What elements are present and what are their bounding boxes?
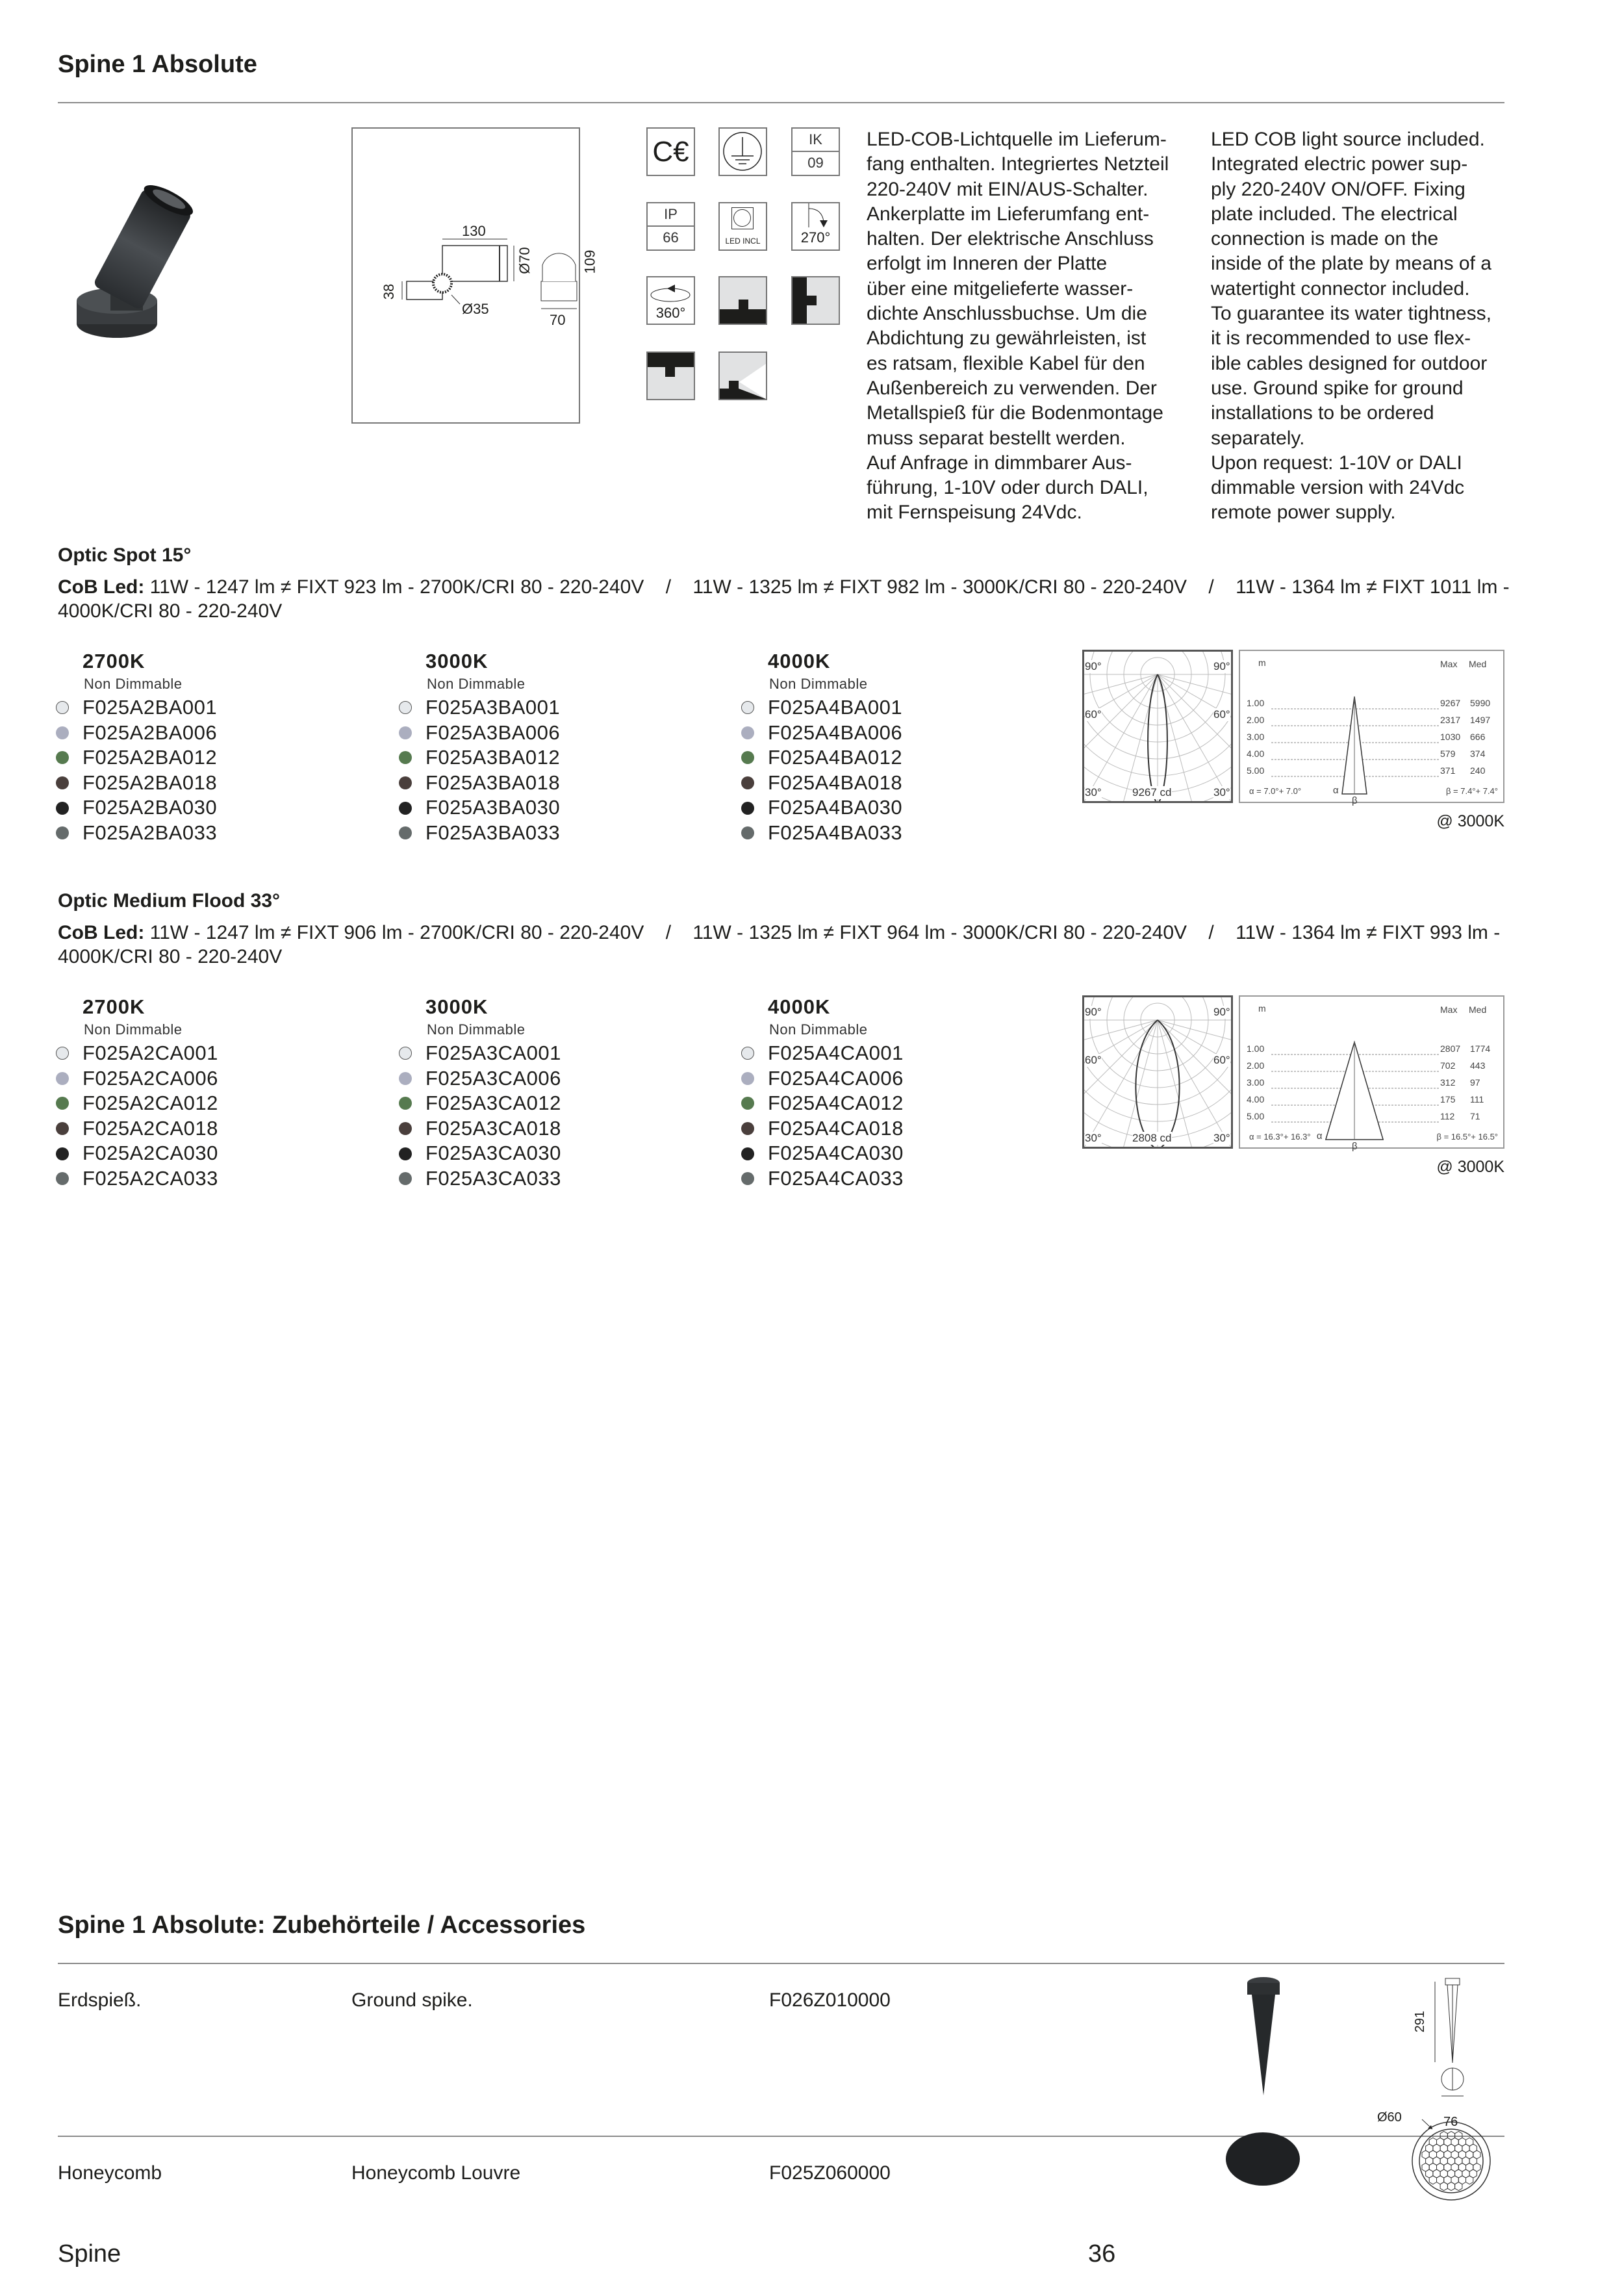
polar-ray — [1107, 674, 1158, 803]
product-code-item[interactable] — [82, 1041, 218, 1066]
dim-base-height: 38 — [381, 283, 398, 300]
mount-wall-icon — [791, 276, 840, 325]
cct-heading: 2700K — [82, 650, 146, 672]
cob-label: CoB Led: — [58, 576, 145, 598]
product-code-item[interactable] — [425, 771, 560, 796]
alpha-marker: α — [1333, 785, 1339, 796]
dimming-label: Non Dimmable — [427, 676, 526, 692]
polar-peak-cd: 9267 cd — [1132, 786, 1172, 798]
dimming-label: Non Dimmable — [769, 1021, 868, 1038]
beta-marker: β — [1352, 1141, 1358, 1152]
product-code-item[interactable] — [425, 1141, 561, 1166]
product-code: F025A2CA030 — [82, 1142, 218, 1165]
cob-label: CoB Led: — [58, 922, 145, 943]
finish-color-swatch — [399, 802, 412, 815]
accessory-name-en: Ground spike. — [351, 1989, 473, 2011]
description-line: Außenbereich zu verwenden. Der — [867, 377, 1157, 399]
finish-color-swatch — [399, 776, 412, 789]
description-line: ible cables designed for outdoor — [1211, 352, 1488, 374]
mount-ceiling-icon — [646, 351, 695, 400]
description-line: fang enthalten. Integriertes Netzteil — [867, 153, 1169, 175]
max-lux-value: 702 — [1440, 1060, 1456, 1071]
max-lux-value: 312 — [1440, 1077, 1456, 1088]
med-lux-value: 443 — [1470, 1060, 1486, 1071]
product-code-item[interactable] — [768, 745, 902, 771]
dimming-label: Non Dimmable — [84, 676, 183, 692]
distance-value: 2.00 — [1247, 1060, 1265, 1071]
alpha-angle: α = 7.0°+ 7.0° — [1249, 786, 1302, 796]
cob-text: 11W - 1247 lm ≠ FIXT 923 lm - 2700K/CRI 80 - 220-240V / 11W - 1325 lm ≠ FIXT 982 lm - 3000K/CRI 80 - 220-240V / 11W - 1364 lm ≠ FIXT 1011 lm - 4000K/CRI 80 - 220-240V — [58, 576, 1516, 622]
led-incl-label: LED INCL — [725, 236, 761, 246]
product-code: F025A2BA018 — [82, 771, 218, 794]
product-code: F025A2CA033 — [82, 1166, 218, 1190]
dim-front-width: 70 — [550, 312, 566, 328]
max-lux-value: 112 — [1440, 1111, 1455, 1121]
finish-color-swatch — [741, 826, 754, 839]
measurement-note: @ 3000K — [1436, 1158, 1504, 1176]
description-line: remote power supply. — [1211, 502, 1396, 524]
product-column-4000k — [768, 995, 904, 1192]
product-code-item[interactable] — [768, 821, 902, 846]
med-lux-value: 1497 — [1470, 715, 1491, 725]
description-line: erfolgt im Inneren der Platte — [867, 253, 1108, 275]
description-line: 220-240V mit EIN/AUS-Schalter. — [867, 178, 1148, 200]
polar-angle-label: 60° — [1213, 1054, 1230, 1066]
finish-color-swatch — [741, 1097, 754, 1110]
product-code-item[interactable] — [768, 1166, 904, 1192]
product-code-item[interactable] — [82, 821, 217, 846]
max-lux-value: 2317 — [1440, 715, 1461, 725]
dim-length: 130 — [462, 223, 486, 239]
description-line: halten. Der elektrische Anschluss — [867, 228, 1154, 250]
cob-led-spec — [58, 575, 1516, 623]
polar-ray — [1107, 1020, 1158, 1149]
product-code: F025A2BA033 — [82, 821, 218, 844]
finish-color-swatch — [741, 726, 754, 739]
med-lux-value: 71 — [1470, 1111, 1480, 1121]
ip-label: IP — [648, 203, 694, 227]
finish-color-swatch — [56, 1047, 69, 1060]
product-code-item[interactable] — [768, 1091, 904, 1116]
product-code-item[interactable] — [768, 795, 902, 821]
spike-height-dim: 291 — [1413, 2010, 1428, 2033]
product-code-item[interactable] — [425, 1091, 561, 1116]
finish-color-swatch — [399, 701, 412, 714]
description-line: LED COB light source included. — [1211, 129, 1485, 150]
optic-title: Optic Medium Flood 33° — [58, 890, 281, 912]
honeycomb-cell — [1440, 2182, 1447, 2191]
product-code-item[interactable] — [82, 745, 217, 771]
finish-color-swatch — [399, 1122, 412, 1135]
finish-color-swatch — [741, 1072, 754, 1085]
description-line: Ankerplatte im Lieferumfang ent- — [867, 203, 1150, 225]
product-code: F025A3BA033 — [425, 821, 561, 844]
product-code: F025A4CA033 — [768, 1166, 904, 1190]
med-lux-value: 240 — [1470, 765, 1486, 776]
polar-angle-label: 30° — [1085, 1132, 1102, 1144]
polar-angle-label: 90° — [1213, 1006, 1230, 1018]
cob-led-spec — [58, 921, 1513, 969]
product-code: F025A3CA001 — [425, 1041, 561, 1064]
product-code-item[interactable] — [82, 1066, 218, 1092]
polar-ray — [1158, 674, 1233, 772]
description-line: Abdichtung zu gewährleisten, ist — [867, 327, 1147, 350]
product-code: F025A3BA030 — [425, 796, 561, 819]
product-code-item[interactable] — [425, 745, 560, 771]
dimension-drawing — [351, 127, 580, 424]
product-code-item[interactable] — [82, 771, 217, 796]
finish-color-swatch — [741, 802, 754, 815]
product-code: F025A3CA030 — [425, 1142, 561, 1165]
dim-diameter: Ø70 — [516, 247, 533, 274]
finish-color-swatch — [56, 776, 69, 789]
mount-floor-icon — [718, 276, 767, 325]
accessory-name-de: Erdspieß. — [58, 1989, 142, 2011]
product-code: F025A3CA033 — [425, 1166, 561, 1190]
product-code: F025A3BA018 — [425, 771, 561, 794]
product-code: F025A2CA001 — [82, 1041, 218, 1064]
description-line: plate included. The electrical — [1211, 203, 1458, 225]
cct-heading: 2700K — [82, 995, 146, 1018]
ip-rating-icon — [646, 202, 695, 251]
max-lux-value: 9267 — [1440, 698, 1461, 708]
description-english — [1211, 127, 1491, 526]
product-code-item[interactable] — [425, 1166, 561, 1192]
finish-color-swatch — [56, 1172, 69, 1185]
description-line: Upon request: 1-10V or DALI — [1211, 452, 1462, 474]
header-med: Med — [1469, 1004, 1487, 1015]
description-line: separately. — [1211, 427, 1305, 449]
distance-value: 5.00 — [1247, 765, 1265, 776]
optic-title: Optic Spot 15° — [58, 544, 192, 566]
accessory-code: F025Z060000 — [769, 2162, 891, 2184]
finish-color-swatch — [399, 1097, 412, 1110]
max-lux-value: 175 — [1440, 1094, 1456, 1105]
product-code-item[interactable] — [82, 1166, 218, 1192]
max-lux-value: 1030 — [1440, 732, 1461, 742]
max-lux-value: 371 — [1440, 765, 1456, 776]
finish-color-swatch — [56, 751, 69, 764]
product-code: F025A3CA018 — [425, 1116, 561, 1140]
product-code-item[interactable] — [768, 1066, 904, 1092]
accessory-name-de: Honeycomb — [58, 2162, 162, 2184]
mount-ground-beam-icon — [718, 351, 767, 400]
polar-angle-label: 30° — [1085, 786, 1102, 798]
cct-heading: 4000K — [768, 650, 831, 672]
divider — [58, 1963, 1504, 1964]
distance-unit: m — [1258, 1003, 1266, 1014]
finish-color-swatch — [56, 826, 69, 839]
product-code: F025A4BA012 — [768, 746, 903, 769]
honeycomb-cell — [1429, 2176, 1436, 2184]
finish-color-swatch — [56, 802, 69, 815]
med-lux-value: 97 — [1470, 1077, 1480, 1088]
product-code-item[interactable] — [82, 795, 217, 821]
tilt-label: 270° — [800, 229, 831, 246]
page-number: 36 — [1088, 2240, 1116, 2268]
product-code: F025A2CA006 — [82, 1066, 218, 1090]
product-code: F025A4CA006 — [768, 1066, 904, 1090]
polar-diagram — [1082, 995, 1233, 1149]
product-code-item[interactable] — [82, 1116, 218, 1142]
distance-unit: m — [1258, 658, 1266, 668]
product-code-item[interactable] — [425, 1041, 561, 1066]
alpha-angle: α = 16.3°+ 16.3° — [1249, 1132, 1311, 1142]
finish-color-swatch — [56, 701, 69, 714]
product-code: F025A2BA012 — [82, 746, 218, 769]
polar-angle-label: 60° — [1085, 708, 1102, 721]
description-german — [867, 127, 1169, 526]
product-code: F025A2CA012 — [82, 1092, 218, 1115]
dimming-label: Non Dimmable — [769, 676, 868, 692]
description-line: ply 220-240V ON/OFF. Fixing — [1211, 178, 1465, 200]
product-code-item[interactable] — [768, 1041, 904, 1066]
description-line: es ratsam, flexible Kabel für den — [867, 352, 1145, 374]
finish-color-swatch — [741, 751, 754, 764]
distance-value: 3.00 — [1247, 732, 1265, 742]
alpha-marker: α — [1316, 1131, 1323, 1142]
product-code: F025A3BA001 — [425, 696, 561, 719]
rotate-360-icon — [646, 276, 695, 325]
product-code-item[interactable] — [768, 771, 902, 796]
product-code-item[interactable] — [425, 695, 560, 721]
product-code: F025A4BA033 — [768, 821, 903, 844]
polar-angle-label: 90° — [1085, 1006, 1102, 1018]
distance-value: 5.00 — [1247, 1111, 1265, 1121]
product-code: F025A3CA012 — [425, 1092, 561, 1115]
description-line: LED-COB-Lichtquelle im Lieferum- — [867, 129, 1167, 150]
product-code-item[interactable] — [425, 1116, 561, 1142]
cct-heading: 4000K — [768, 995, 831, 1018]
product-code-item[interactable] — [82, 1141, 218, 1166]
med-lux-value: 5990 — [1470, 698, 1491, 708]
honeycomb-diameter-dim: Ø60 — [1377, 2110, 1402, 2125]
ik-value: 09 — [807, 155, 824, 172]
accessories-title: Spine 1 Absolute: Zubehörteile / Accessories — [58, 1911, 586, 1939]
description-line: it is recommended to use flex- — [1211, 327, 1471, 350]
polar-angle-label: 30° — [1213, 1132, 1230, 1144]
polar-diagram — [1082, 650, 1233, 803]
finish-color-swatch — [399, 1147, 412, 1160]
description-line: über eine mitgelieferte wasser- — [867, 277, 1134, 300]
product-code-item[interactable] — [768, 721, 902, 746]
product-column-3000k — [425, 650, 560, 846]
med-lux-value: 666 — [1470, 732, 1486, 742]
polar-angle-label: 30° — [1213, 786, 1230, 798]
product-code: F025A4BA001 — [768, 696, 903, 719]
product-code-item[interactable] — [425, 821, 560, 846]
beta-angle: β = 7.4°+ 7.4° — [1445, 786, 1498, 796]
polar-ray — [1082, 674, 1158, 772]
finish-color-swatch — [741, 1122, 754, 1135]
description-line: dimmable version with 24Vdc — [1211, 477, 1465, 499]
distance-value: 2.00 — [1247, 715, 1265, 725]
distance-value: 4.00 — [1247, 748, 1265, 759]
finish-color-swatch — [741, 1172, 754, 1185]
description-line: installations to be ordered — [1211, 402, 1434, 424]
illuminance-table — [1239, 650, 1504, 806]
rotate-label: 360° — [655, 305, 686, 321]
product-code: F025A2BA001 — [82, 696, 218, 719]
description-line: führung, 1-10V oder durch DALI, — [867, 477, 1148, 499]
finish-color-swatch — [741, 1147, 754, 1160]
ik-label: IK — [793, 129, 839, 152]
finish-color-swatch — [741, 1047, 754, 1060]
product-code: F025A3CA006 — [425, 1066, 561, 1090]
polar-angle-label: 60° — [1085, 1054, 1102, 1066]
product-code: F025A4CA001 — [768, 1041, 904, 1064]
distance-value: 3.00 — [1247, 1077, 1265, 1088]
finish-color-swatch — [56, 1147, 69, 1160]
cct-heading: 3000K — [425, 650, 488, 672]
measurement-note: @ 3000K — [1436, 812, 1504, 830]
distance-value: 1.00 — [1247, 698, 1265, 708]
ground-spike-drawing — [1426, 1975, 1478, 2105]
product-column-2700k — [82, 995, 218, 1192]
ip-value: 66 — [663, 229, 679, 246]
description-line: use. Ground spike for ground — [1211, 377, 1464, 399]
page-title: Spine 1 Absolute — [58, 51, 257, 78]
header-med: Med — [1469, 659, 1487, 669]
finish-color-swatch — [399, 1072, 412, 1085]
description-line: mit Fernspeisung 24Vdc. — [867, 502, 1082, 524]
ce-mark-icon: C€ — [646, 127, 695, 176]
product-code: F025A3BA006 — [425, 721, 561, 744]
polar-angle-label: 60° — [1213, 708, 1230, 721]
med-lux-value: 374 — [1470, 748, 1486, 759]
led-included-icon — [718, 202, 767, 251]
product-code: F025A4CA012 — [768, 1092, 904, 1115]
product-code-item[interactable] — [82, 1091, 218, 1116]
product-code-item[interactable] — [425, 795, 560, 821]
description-line: To guarantee its water tightness, — [1211, 303, 1491, 325]
product-photo — [71, 174, 201, 356]
product-code-item[interactable] — [82, 695, 217, 721]
product-code-item[interactable] — [768, 1116, 904, 1142]
product-code: F025A4BA006 — [768, 721, 903, 744]
honeycomb-cell — [1455, 2182, 1462, 2191]
description-line: watertight connector included. — [1211, 277, 1470, 300]
product-code: F025A4BA030 — [768, 796, 903, 819]
illuminance-table — [1239, 995, 1504, 1152]
med-lux-value: 111 — [1470, 1094, 1484, 1105]
finish-color-swatch — [399, 1172, 412, 1185]
max-lux-value: 579 — [1440, 748, 1456, 759]
finish-color-swatch — [56, 1097, 69, 1110]
product-code-item[interactable] — [768, 695, 902, 721]
product-code: F025A4CA030 — [768, 1142, 904, 1165]
description-line: connection is made on the — [1211, 228, 1439, 250]
finish-color-swatch — [399, 1047, 412, 1060]
finish-color-swatch — [56, 1072, 69, 1085]
cob-text: 11W - 1247 lm ≠ FIXT 906 lm - 2700K/CRI 80 - 220-240V / 11W - 1325 lm ≠ FIXT 964 lm - 3000K/CRI 80 - 220-240V / 11W - 1364 lm ≠ FIXT 993 lm - 4000K/CRI 80 - 220-240V — [58, 922, 1506, 967]
divider — [58, 102, 1504, 103]
beta-angle: β = 16.5°+ 16.5° — [1436, 1132, 1498, 1142]
product-code-item[interactable] — [425, 1066, 561, 1092]
description-line: dichte Anschlussbuchse. Um die — [867, 303, 1147, 325]
finish-color-swatch — [399, 826, 412, 839]
product-code: F025A4BA018 — [768, 771, 903, 794]
accessory-code: F026Z010000 — [769, 1989, 891, 2011]
honeycomb-cell — [1447, 2182, 1454, 2191]
description-line: Auf Anfrage in dimmbarer Aus- — [867, 452, 1132, 474]
polar-ray — [1158, 1020, 1208, 1149]
ik-rating-icon — [791, 127, 840, 176]
product-column-4000k — [768, 650, 902, 846]
dimming-label: Non Dimmable — [427, 1021, 526, 1038]
product-column-3000k — [425, 995, 561, 1192]
cct-heading: 3000K — [425, 995, 488, 1018]
finish-color-swatch — [56, 726, 69, 739]
footer-section-name: Spine — [58, 2240, 121, 2268]
polar-angle-label: 90° — [1085, 660, 1102, 672]
finish-color-swatch — [399, 726, 412, 739]
med-lux-value: 1774 — [1470, 1043, 1491, 1054]
earth-ground-icon — [718, 127, 767, 176]
finish-color-swatch — [741, 701, 754, 714]
dim-joint-diameter: Ø35 — [462, 301, 489, 317]
product-code-item[interactable] — [82, 721, 217, 746]
product-code: F025A2CA018 — [82, 1116, 218, 1140]
header-max: Max — [1440, 1004, 1458, 1015]
dim-front-height: 109 — [581, 249, 598, 274]
honeycomb-photo — [1224, 2121, 1308, 2186]
product-code: F025A2BA006 — [82, 721, 218, 744]
product-code: F025A3BA012 — [425, 746, 561, 769]
product-code: F025A2BA030 — [82, 796, 218, 819]
dimming-label: Non Dimmable — [84, 1021, 183, 1038]
description-line: Metallspieß für die Bodenmontage — [867, 402, 1163, 424]
max-lux-value: 2807 — [1440, 1043, 1461, 1054]
beta-marker: β — [1352, 795, 1358, 806]
finish-color-swatch — [741, 776, 754, 789]
description-line: inside of the plate by means of a — [1211, 253, 1491, 275]
product-column-2700k — [82, 650, 217, 846]
ground-spike-photo — [1237, 1975, 1289, 2099]
spike-width-dim: 76 — [1443, 2115, 1458, 2129]
polar-ray — [1158, 674, 1208, 803]
finish-color-swatch — [399, 751, 412, 764]
description-line: Integrated electric power sup- — [1211, 153, 1468, 175]
accessory-name-en: Honeycomb Louvre — [351, 2162, 521, 2184]
tilt-270-icon — [791, 202, 840, 251]
product-code-item[interactable] — [768, 1141, 904, 1166]
product-code-item[interactable] — [425, 721, 560, 746]
description-line: muss separat bestellt werden. — [867, 427, 1126, 449]
polar-peak-cd: 2808 cd — [1132, 1132, 1172, 1144]
finish-color-swatch — [56, 1122, 69, 1135]
honeycomb-cell — [1466, 2176, 1473, 2184]
distance-value: 4.00 — [1247, 1094, 1265, 1105]
honeycomb-drawing — [1403, 2112, 1501, 2209]
product-code: F025A4CA018 — [768, 1116, 904, 1140]
header-max: Max — [1440, 659, 1458, 669]
distance-value: 1.00 — [1247, 1043, 1265, 1054]
polar-angle-label: 90° — [1213, 660, 1230, 672]
